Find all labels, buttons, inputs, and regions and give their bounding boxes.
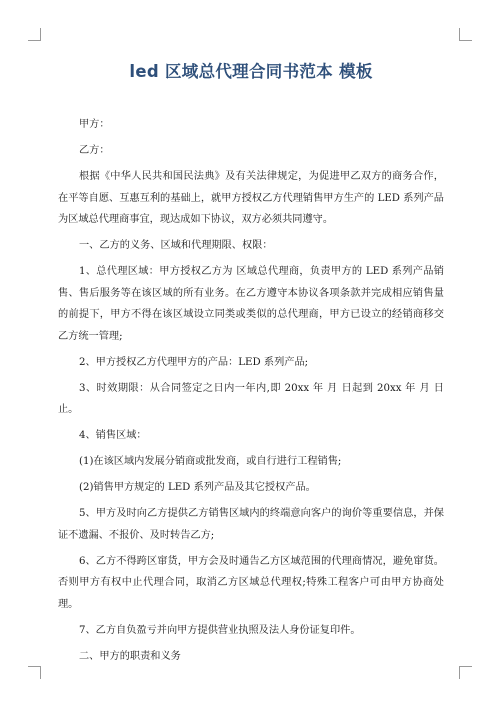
section-heading-1: 一、乙方的义务、区域和代理期限、权限：	[79, 240, 273, 251]
clause-3: 3、时效期限：从合同签定之日内一年内,即 20xx 年 月 日起到 20xx 年 月 日止。	[58, 382, 444, 415]
party-a-line: 甲方：	[79, 119, 110, 130]
crop-mark-top-right	[459, 28, 472, 41]
party-b-line: 乙方：	[79, 145, 110, 156]
clause-5: 5、甲方及时向乙方提供乙方销售区域内的终端意向客户的询价等重要信息，并保证不遗漏、不报价、及时转告乙方;	[58, 508, 444, 541]
crop-mark-bottom-right	[459, 666, 472, 679]
document-page	[58, 60, 444, 672]
clause-2: 2、甲方授权乙方代理甲方的产品：LED 系列产品;	[79, 356, 309, 368]
document-title: led 区域总代理合同书范本 模板	[129, 62, 373, 81]
clause-1: 1、总代理区域：甲方授权乙方为 区域总代理商，负责甲方的 LED 系列产品销售、售后服务等在该区域的所有业务。在乙方遵守本协议各项条款并完成相应销售量的前提下，甲方不得在该区域设立同类或类似的总代理商，甲方已设立的经销商移交乙方统一管理;	[58, 266, 444, 342]
clause-4: 4、销售区域：	[79, 430, 147, 441]
crop-mark-top-left	[28, 28, 41, 41]
section-heading-2: 二、甲方的职责和义务	[79, 650, 181, 662]
clause-7: 7、乙方自负盈亏并向甲方提供营业执照及法人身份证复印件。	[79, 624, 361, 636]
clause-6: 6、乙方不得跨区窜货，甲方会及时通告乙方区域范围的代理商情况，避免窜货。否则甲方有权中止代理合同，取消乙方区域总代理权;特殊工程客户可由甲方协商处理。	[58, 555, 444, 610]
clause-4-item-1: (1)在该区域内发展分销商或批发商，或自行进行工程销售;	[79, 456, 342, 467]
preamble-paragraph: 根据《中华人民共和国民法典》及有关法律规定，为促进甲乙双方的商务合作，在平等自愿、互惠互利的基础上，就甲方授权乙方代理销售甲方生产的 LED 系列产品为区域总代理商事宜，现达成如下协议，双方必须共同遵守。	[58, 171, 444, 225]
clause-4-item-2: (2)销售甲方规定的 LED 系列产品及其它授权产品。	[79, 482, 316, 493]
crop-mark-bottom-left	[28, 666, 41, 679]
